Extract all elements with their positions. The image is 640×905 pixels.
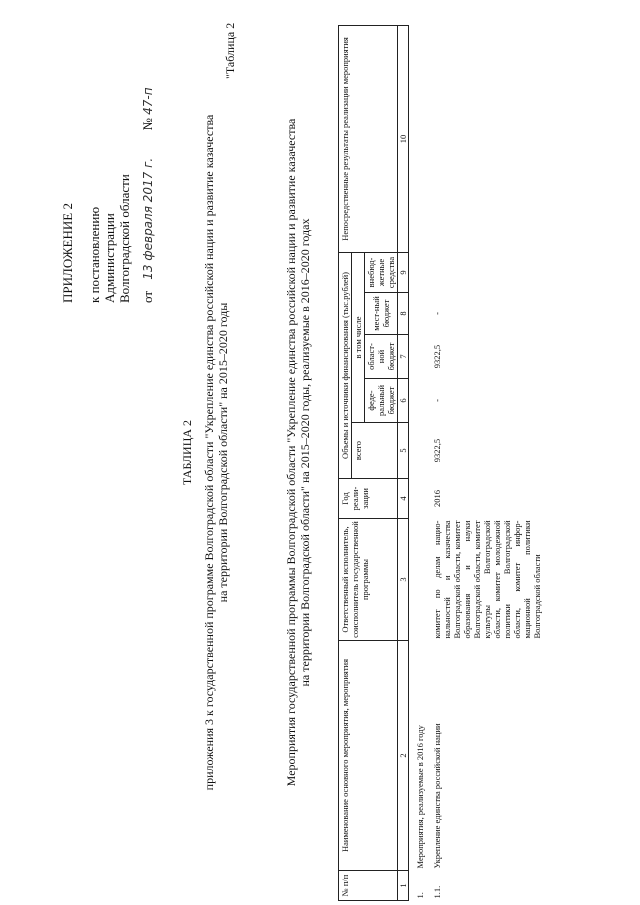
col-number: 9 <box>398 252 409 292</box>
caption-line-2: на территории Волгоградской области" на 2015–2020 годы <box>216 302 230 603</box>
header-total: всего <box>352 423 398 479</box>
table-label: "Таблица 2 <box>223 22 237 79</box>
appendix-block <box>60 87 156 303</box>
appendix-line-3: Волгоградской области <box>117 174 132 303</box>
row-total: 9322,5 <box>432 438 442 463</box>
appendix-from-label: от <box>140 290 155 303</box>
header-federal: феде-ральный бюджет <box>365 379 398 423</box>
header-year: Год реали-зации <box>339 479 398 519</box>
header-responsible: Ответственный исполнитель, соисполнитель государственной программы <box>339 519 398 641</box>
header-num: № п/п <box>339 871 398 901</box>
row-year: 2016 <box>432 490 442 507</box>
row-extrabudget <box>426 252 543 292</box>
caption-title: ТАБЛИЦА 2 <box>180 419 194 486</box>
header-name: Наименование основного мероприятия, мероприятия <box>339 641 398 871</box>
col-number: 4 <box>398 479 409 519</box>
col-number: 3 <box>398 519 409 641</box>
row-federal: - <box>432 399 442 402</box>
row-responsible: комитет по делам нацио-нальностей и казачества Волгоградской области, комитет образования и науки Волгоградской области, комитет культуры Волгоградской области, комитет молодежной политики Волгоградской области, комитет инфор-мационной политики Волгоградской области <box>432 520 542 639</box>
header-funding: Объемы и источники финансирования (тыс.рублей) <box>339 252 352 478</box>
header-regional: област-ной бюджет <box>365 335 398 379</box>
appendix-title: ПРИЛОЖЕНИЕ 2 <box>60 203 75 303</box>
row-regional: 9322,5 <box>432 344 442 369</box>
col-number: 2 <box>398 641 409 871</box>
row-local: - <box>432 312 442 315</box>
section-title: Мероприятия, реализуемые в 2016 году <box>415 725 425 869</box>
table-row <box>426 25 543 900</box>
header-extrabudget: внебюд-жетные средства <box>365 252 398 292</box>
col-number: 8 <box>398 293 409 335</box>
caption-line-1: приложения 3 к государственной программе Волгоградской области "Укрепление единства российской нации и развитие казачества <box>202 114 216 791</box>
header-including: в том числе <box>352 252 365 422</box>
row-name: Укрепление единства российской нации <box>432 723 442 869</box>
measures-table <box>338 25 543 901</box>
appendix-date: 13 февраля 2017 г. <box>141 157 155 280</box>
heading-line-2: на территории Волгоградской области" на 2015–2020 годы, реализуемые в 2016–2020 годах <box>298 218 312 687</box>
col-number: 6 <box>398 379 409 423</box>
appendix-line-2: Администрации <box>102 213 117 303</box>
col-number: 10 <box>398 25 409 252</box>
appendix-number: 47-п <box>141 87 155 115</box>
header-results: Непосредственные результаты реализации мероприятия <box>339 25 398 252</box>
heading-line-1: Мероприятия государственной программы Волгоградской области "Укрепление единства российской нации и развитие казачества <box>284 118 298 787</box>
section-number: 1. <box>415 892 425 899</box>
col-number: 7 <box>398 335 409 379</box>
row-results <box>426 25 543 252</box>
header-local: мест-ный бюджет <box>365 293 398 335</box>
appendix-number-label: № <box>140 118 155 131</box>
row-number: 1.1. <box>432 885 442 899</box>
col-number: 1 <box>398 871 409 901</box>
col-number: 5 <box>398 423 409 479</box>
appendix-line-1: к постановлению <box>87 206 102 303</box>
